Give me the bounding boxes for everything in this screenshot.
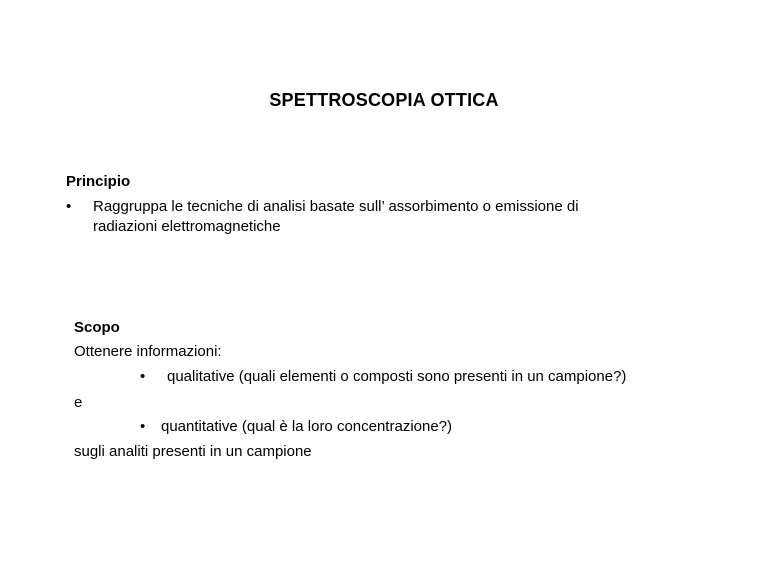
principio-text-line2: radiazioni elettromagnetiche: [93, 218, 281, 235]
scopo-item2-bullet: •: [140, 418, 146, 435]
principio-text-line1: Raggruppa le tecniche di analisi basate sull’ assorbimento o emissione di: [93, 198, 579, 215]
scopo-item2-text: quantitative (qual è la loro concentrazione?): [161, 418, 453, 435]
scopo-item1-bullet: •: [140, 368, 146, 385]
scopo-item1-text: qualitative (quali elementi o composti sono presenti in un campione?): [167, 368, 627, 385]
principio-heading: Principio: [66, 173, 131, 190]
slide-title: SPETTROSCOPIA OTTICA: [269, 90, 499, 110]
scopo-connector: e: [74, 394, 83, 411]
principio-bullet: •: [66, 198, 72, 215]
scopo-intro: Ottenere informazioni:: [74, 343, 222, 360]
scopo-closing: sugli analiti presenti in un campione: [74, 443, 312, 460]
scopo-heading: Scopo: [74, 319, 120, 336]
